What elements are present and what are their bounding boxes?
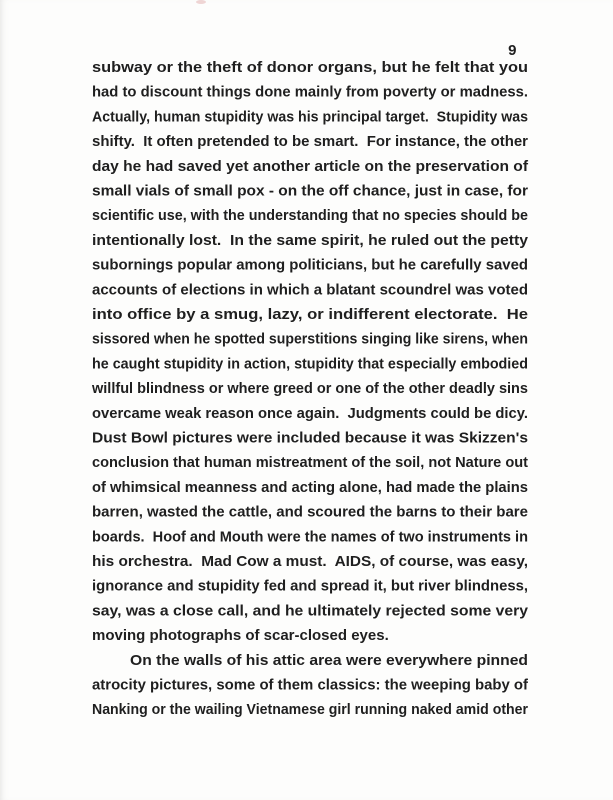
text-line: ignorance and stupidity fed and spread it, but river blindness, [92,577,528,595]
text-line: shifty. It often pretended to be smart. For instance, the other [92,133,529,151]
text-line: subway or the theft of donor organs, but he felt that you [92,59,528,76]
text-line: boards. Hoof and Mouth were the names of two instruments in [92,528,528,546]
text-line: sissored when he spotted superstitions singing like sirens, when [92,330,528,348]
text-line: small vials of small pox - on the off chance, just in case, for [92,182,529,200]
text-line: Actually, human stupidity was his principal target. Stupidity was [92,108,528,126]
page-number: 9 [508,42,517,59]
text-line: say, was a close call, and he ultimately rejected some very [92,602,529,620]
text-line: into office by a smug, lazy, or indifferent electorate. He [92,306,528,323]
text-line: he caught stupidity in action, stupidity that especially embodied [92,355,528,373]
text-line: overcame weak reason once again. Judgments could be dicy. [92,404,528,422]
text-line: had to discount things done mainly from poverty or madness. [92,83,528,101]
text-line: barren, wasted the cattle, and scoured the barns to their bare [92,503,528,521]
text-line: moving photographs of scar-closed eyes. [92,627,389,645]
text-line: atrocity pictures, some of them classics: the weeping baby of [92,676,529,694]
text-line: scientific use, with the understanding that no species should be [92,207,528,225]
text-line: subornings popular among politicians, but he carefully saved [92,256,528,274]
text-line: On the walls of his attic area were everywhere pinned [130,651,528,669]
text-line: willful blindness or where greed or one of the other deadly sins [91,380,529,398]
text-line: accounts of elections in which a blatant scoundrel was voted [92,281,528,299]
text-line: conclusion that human mistreatment of the soil, not Nature out [92,454,529,472]
text-line: Dust Bowl pictures were included because it was Skizzen's [92,429,528,447]
text-line: of whimsical meanness and acting alone, had made the plains [92,478,528,496]
text-line: intentionally lost. In the same spirit, he ruled out the petty [92,231,529,249]
text-line: his orchestra. Mad Cow a must. AIDS, of course, was easy, [92,553,528,570]
body-text [91,59,529,718]
text-line: day he had saved yet another article on the preservation of [92,157,530,175]
text-line: Nanking or the wailing Vietnamese girl running naked amid other [92,701,529,719]
